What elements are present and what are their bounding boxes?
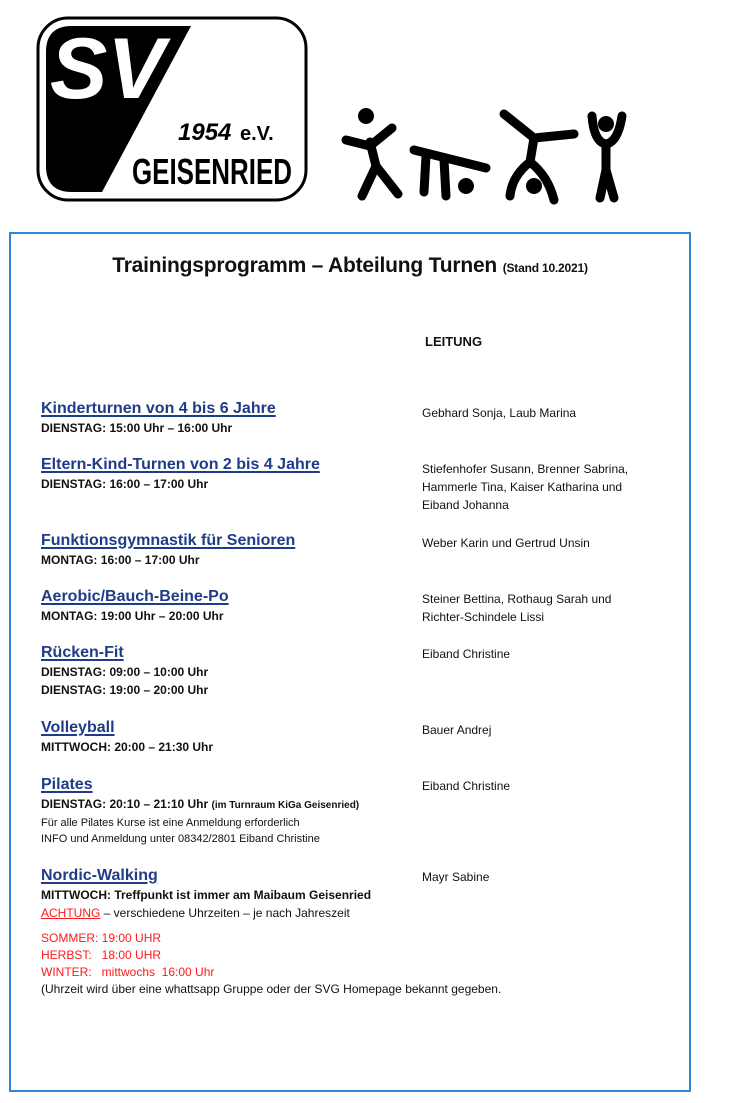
course-time: DIENSTAG: 16:00 – 17:00 Uhr bbox=[41, 477, 209, 491]
logo-letters: SV bbox=[50, 21, 165, 117]
time-text: DIENSTAG: 20:10 – 21:10 Uhr bbox=[41, 797, 209, 811]
course-title[interactable]: Eltern-Kind-Turnen von 2 bis 4 Jahre bbox=[41, 456, 320, 473]
program-entry bbox=[41, 643, 208, 699]
gymnast-jumping-icon bbox=[346, 108, 398, 196]
achtung-line bbox=[41, 904, 641, 922]
season-time: HERBST: 18:00 UHR bbox=[41, 948, 162, 962]
achtung-label: ACHTUNG bbox=[41, 906, 101, 920]
logo-year: 1954 bbox=[178, 119, 232, 146]
course-time: DIENSTAG: 15:00 Uhr – 16:00 Uhr bbox=[41, 421, 233, 435]
leader-line: Weber Karin und Gertrud Unsin bbox=[422, 536, 590, 550]
course-leaders bbox=[422, 534, 682, 552]
gymnast-figures bbox=[340, 104, 640, 200]
course-leaders bbox=[422, 868, 682, 886]
leader-line: Richter-Schindele Lissi bbox=[422, 610, 545, 624]
leitung-header: LEITUNG bbox=[425, 334, 483, 349]
leader-line: Hammerle Tina, Kaiser Katharina und bbox=[422, 480, 623, 494]
course-leaders bbox=[422, 721, 682, 739]
leader-line: Stiefenhofer Susann, Brenner Sabrina, bbox=[422, 462, 629, 476]
season-time: SOMMER: 19:00 UHR bbox=[41, 931, 162, 945]
course-note: INFO und Anmeldung unter 08342/2801 Eiband Christine bbox=[41, 833, 320, 845]
footnote: (Uhrzeit wird über eine whattsapp Gruppe oder der SVG Homepage bekannt gegeben. bbox=[41, 982, 502, 996]
course-title[interactable]: Nordic-Walking bbox=[41, 867, 158, 884]
course-location: (im Turnraum KiGa Geisenried) bbox=[211, 800, 360, 811]
course-note: Für alle Pilates Kurse ist eine Anmeldung erforderlich bbox=[41, 817, 300, 829]
leader-line: Eiband Christine bbox=[422, 779, 511, 793]
gymnast-handstand-icon bbox=[504, 114, 574, 200]
course-title[interactable]: Aerobic/Bauch-Beine-Po bbox=[41, 588, 229, 605]
course-leaders bbox=[422, 645, 682, 663]
course-time: DIENSTAG: 19:00 – 20:00 Uhr bbox=[41, 683, 209, 697]
course-time: DIENSTAG: 09:00 – 10:00 Uhr bbox=[41, 665, 209, 679]
leader-line: Steiner Bettina, Rothaug Sarah und bbox=[422, 592, 612, 606]
leader-line: Bauer Andrej bbox=[422, 723, 492, 737]
course-title[interactable]: Kinderturnen von 4 bis 6 Jahre bbox=[41, 400, 276, 417]
course-time: MONTAG: 16:00 – 17:00 Uhr bbox=[41, 553, 200, 567]
course-title[interactable]: Pilates bbox=[41, 776, 93, 793]
program-entry bbox=[41, 399, 276, 437]
program-entry bbox=[41, 587, 229, 625]
course-leaders bbox=[422, 404, 682, 422]
course-time: MITTWOCH: 20:00 – 21:30 Uhr bbox=[41, 740, 214, 754]
course-title[interactable]: Rücken-Fit bbox=[41, 644, 124, 661]
program-entry bbox=[41, 455, 320, 493]
course-leaders bbox=[422, 590, 682, 626]
gymnast-arms-up-icon bbox=[592, 116, 622, 198]
course-title[interactable]: Funktionsgymnastik für Senioren bbox=[41, 532, 296, 549]
gymnast-bridge-icon bbox=[414, 150, 486, 196]
logo-town: GEISENRIED bbox=[132, 151, 292, 192]
course-time bbox=[41, 795, 359, 815]
course-title[interactable]: Volleyball bbox=[41, 719, 115, 736]
leader-line: Eiband Johanna bbox=[422, 498, 509, 512]
title-text: Trainingsprogramm – Abteilung Turnen bbox=[112, 254, 498, 277]
leader-line: Gebhard Sonja, Laub Marina bbox=[422, 406, 577, 420]
program-entry bbox=[41, 531, 295, 569]
achtung-text: – verschiedene Uhrzeiten – je nach Jahreszeit bbox=[100, 906, 350, 920]
logo-suffix: e.V. bbox=[240, 123, 274, 145]
program-entry bbox=[41, 775, 359, 847]
training-program-box bbox=[9, 232, 691, 1092]
club-logo bbox=[36, 16, 308, 202]
leader-line: Mayr Sabine bbox=[422, 870, 490, 884]
stand-date: (Stand 10.2021) bbox=[502, 261, 588, 275]
course-leaders bbox=[422, 460, 682, 514]
program-entry bbox=[41, 718, 213, 756]
course-leaders bbox=[422, 777, 682, 795]
course-time: MITTWOCH: Treffpunkt ist immer am Maibaum Geisenried bbox=[41, 888, 372, 902]
leader-line: Eiband Christine bbox=[422, 647, 511, 661]
page-title bbox=[11, 254, 689, 278]
course-time: MONTAG: 19:00 Uhr – 20:00 Uhr bbox=[41, 609, 224, 623]
season-time: WINTER: mittwochs 16:00 Uhr bbox=[41, 965, 215, 979]
